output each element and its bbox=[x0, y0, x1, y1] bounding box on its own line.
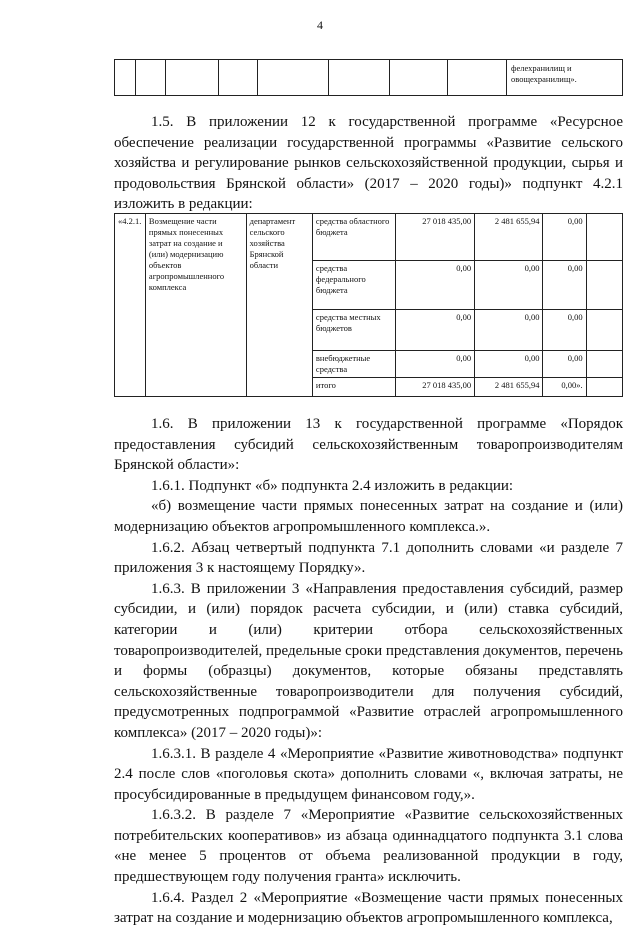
table-cell bbox=[136, 60, 166, 96]
table-cell bbox=[329, 60, 390, 96]
funding-source-cell: внебюджетные средства bbox=[312, 351, 395, 378]
paragraph-1-6-2: 1.6.2. Абзац четвертый подпункта 7.1 дополнить словами «и разделе 7 приложения 3 к настоящему Порядку». bbox=[114, 539, 623, 577]
table-cell bbox=[166, 60, 219, 96]
amount-cell: 2 481 655,94 bbox=[475, 214, 543, 261]
paragraph-quote-b: «б) возмещение части прямых понесенных затрат на создание и (или) модернизацию объектов агропромышленного комплекса.». bbox=[114, 498, 623, 535]
table-cell bbox=[507, 60, 623, 96]
amount-total-cell: 0,00 bbox=[396, 261, 475, 310]
table-cell bbox=[586, 378, 622, 397]
table-cell bbox=[586, 310, 622, 351]
paragraph-1-6-3: 1.6.3. В приложении 3 «Направления предоставления субсидий, размер субсидии, и (или) порядок расчета субсидии, и (или) ставка субсидий, категории и (или) критерии отбора сельскохозяйственных товаропроизводителей, предельные сроки представления документов, перечень и формы (образцы) документов, которые обязаны представлять сельскохозяйственные товаропроизводители для получения субсидий, предусмотренных подпрограммой «Развитие отраслей агропромышленного комплекса» (2017 – 2020 годы)»: bbox=[114, 580, 623, 741]
paragraph-1-6-3-2: 1.6.3.2. В разделе 7 «Мероприятие «Развитие сельскохозяйственных потребительских кооперативов» из абзаца одиннадцатого подпункта 3.1 слова «не менее 5 процентов от объема реализованной продукции в году, предшествующем году получения гранта» исключить. bbox=[114, 807, 623, 886]
funding-source-cell: средства федерального бюджета bbox=[312, 261, 395, 310]
executor-cell: департамент сельского хозяйства Брянской области bbox=[246, 214, 312, 397]
amount-cell: 0,00 bbox=[475, 310, 543, 351]
amount-cell: 0,00 bbox=[543, 214, 586, 261]
item-description-cell: Возмещение части прямых понесенных затрат на создание и (или) модернизацию объектов агропромышленного комплекса bbox=[145, 214, 246, 397]
amount-total-cell: 27 018 435,00 bbox=[396, 378, 475, 397]
table-cell bbox=[448, 60, 507, 96]
table-cell bbox=[586, 214, 622, 261]
amount-total-cell: 0,00 bbox=[396, 351, 475, 378]
table-cell bbox=[219, 60, 258, 96]
amount-cell: 2 481 655,94 bbox=[475, 378, 543, 397]
paragraph-1-6: 1.6. В приложении 13 к государственной программе «Порядок предоставления субсидий сельскохозяйственным товаропроизводителям Брянской области»: bbox=[114, 416, 623, 474]
paragraph-1-6-3-1: 1.6.3.1. В разделе 4 «Мероприятие «Развитие животноводства» подпункт 2.4 после слов «поголовья скота» дополнить словами «, включая затраты, не просубсидированные в предыдущем финансовом году,». bbox=[114, 745, 623, 803]
amount-cell: 0,00 bbox=[475, 261, 543, 310]
paragraph-1-6-1: 1.6.1. Подпункт «б» подпункта 2.4 изложить в редакции: bbox=[151, 477, 514, 494]
table-row bbox=[115, 60, 623, 96]
amount-total-cell: 0,00 bbox=[396, 310, 475, 351]
amount-cell: 0,00». bbox=[543, 378, 586, 397]
amount-cell: 0,00 bbox=[543, 261, 586, 310]
cell-text: фелехранилищ и bbox=[511, 63, 572, 73]
resource-table bbox=[114, 213, 623, 397]
amount-cell: 0,00 bbox=[543, 310, 586, 351]
table-cell bbox=[586, 261, 622, 310]
table-cell bbox=[115, 60, 136, 96]
funding-source-cell: итого bbox=[312, 378, 395, 397]
continued-table bbox=[114, 59, 623, 96]
table-row bbox=[115, 214, 623, 261]
page-number: 4 bbox=[317, 18, 323, 32]
cell-text: овощехранилищ». bbox=[511, 74, 577, 84]
funding-source-cell: средства местных бюджетов bbox=[312, 310, 395, 351]
paragraph-1-5: 1.5. В приложении 12 к государственной программе «Ресурсное обеспечение реализации государственной программы «Развитие сельского хозяйства и регулирование рынков сельскохозяйственной продукции, сырья и продовольствия Брянской области» (2017 – 2020 годы)» подпункт 4.2.1 изложить в редакции: bbox=[114, 114, 623, 213]
table-cell bbox=[586, 351, 622, 378]
amount-cell: 0,00 bbox=[475, 351, 543, 378]
amount-total-cell: 27 018 435,00 bbox=[396, 214, 475, 261]
item-code-cell: «4.2.1. bbox=[115, 214, 146, 397]
amount-cell: 0,00 bbox=[543, 351, 586, 378]
funding-source-cell: средства областного бюджета bbox=[312, 214, 395, 261]
table-cell bbox=[390, 60, 448, 96]
body-text bbox=[114, 414, 623, 929]
paragraph-1-6-4: 1.6.4. Раздел 2 «Мероприятие «Возмещение части прямых понесенных затрат на создание и модернизацию объектов агропромышленного комплекса, bbox=[114, 889, 623, 927]
table-cell bbox=[258, 60, 329, 96]
